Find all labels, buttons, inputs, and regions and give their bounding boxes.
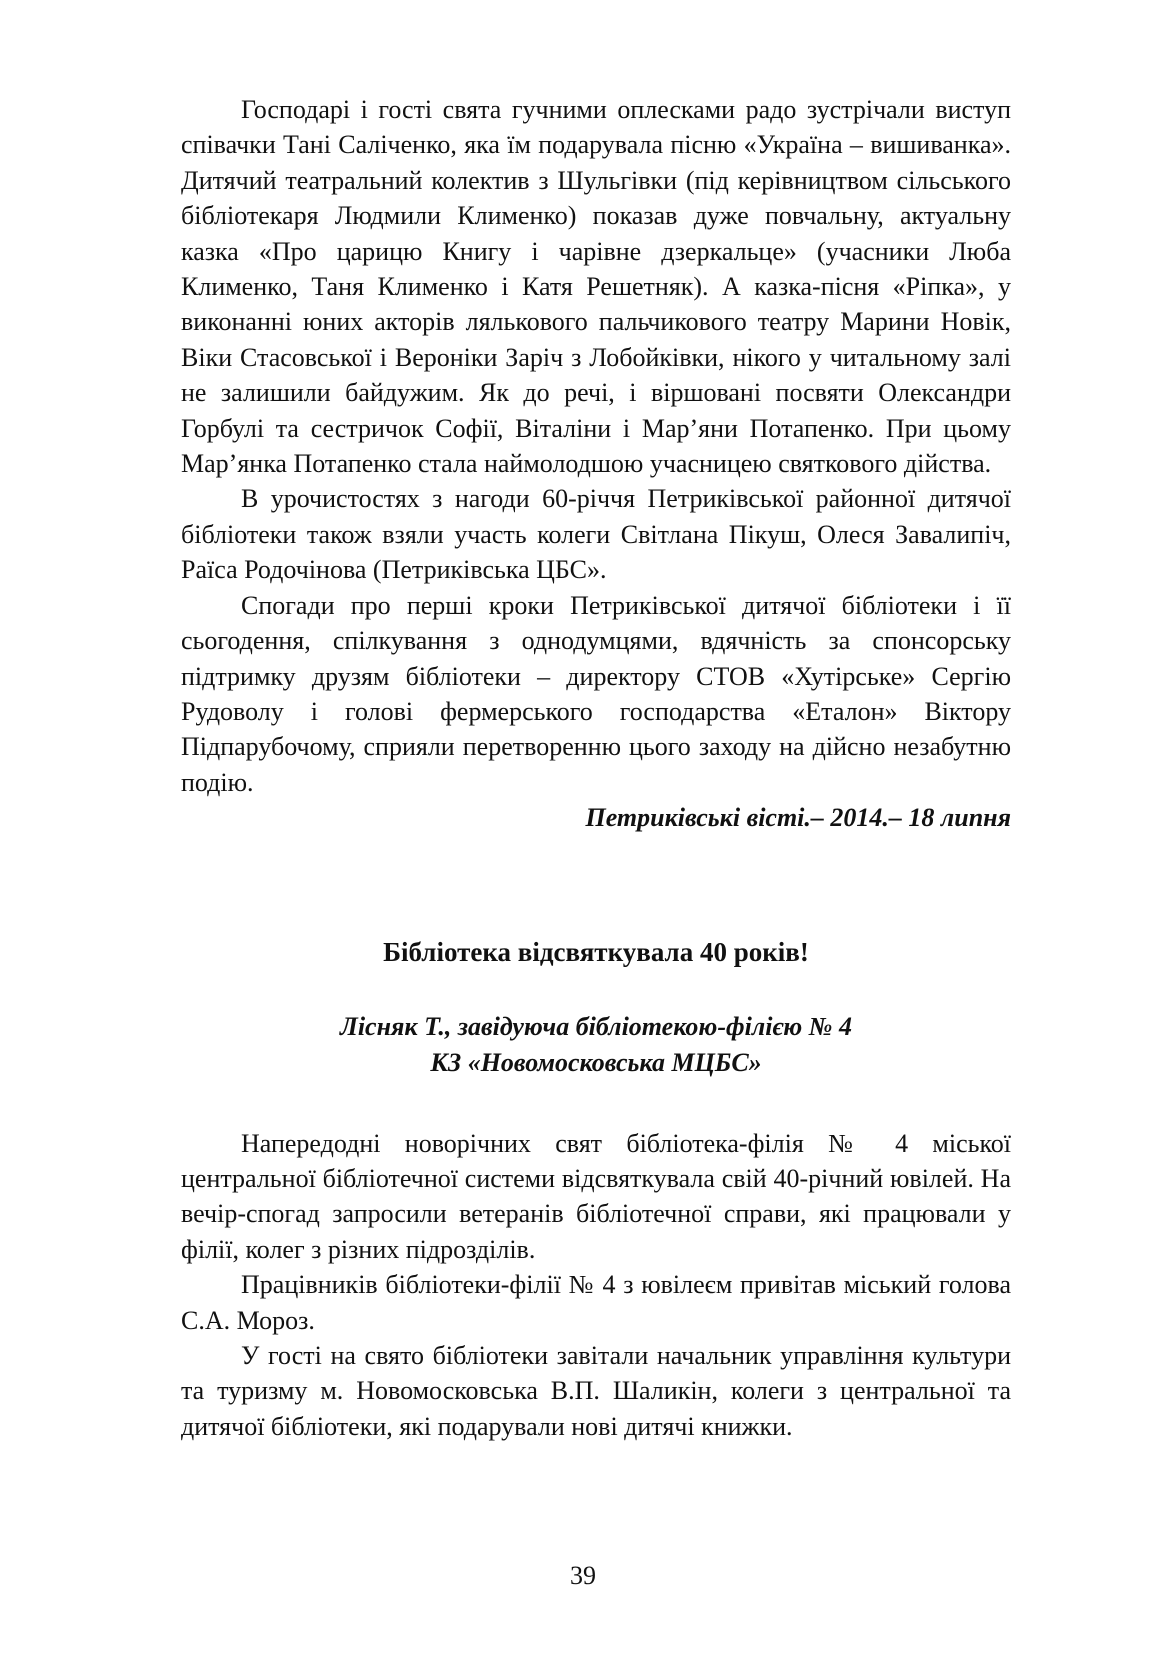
article-source: Петриківські вісті.– 2014.– 18 липня: [585, 803, 1011, 833]
page-number: 39: [570, 1561, 596, 1590]
body-paragraph: У гості на свято бібліотеки завітали начальник управління культури та туризму м. Новомосковська В.П. Шаликін, колеги з центральної та дитячої бібліотеки, які подарували нові дитячі книжки.: [181, 1340, 1011, 1441]
page-content: [181, 92, 1011, 1444]
body-paragraph: Господарі і гості свята гучними оплесками радо зустрічали виступ співачки Тані Саліченко, яка їм подарувала пісню «Україна – вишиванка». Дитячий театральний колектив з Шульгівки (під керівництвом сільського бібліотекаря Людмили Клименко) показав дуже повчальну, актуальну казка «Про царицю Книгу і чарівне дзеркальце» (учасники Люба Клименко, Таня Клименко і Катя Решетняк). А казка-пісня «Ріпка», у виконанні юних акторів лялькового пальчикового театру Марини Новік, Віки Стасовської і Вероніки Заріч з Лобойківки, нікого у читальному залі не залишили байдужим. Як до речі, і віршовані посвяти Олександри Горбулі та сестричок Софії, Віталіни і Мар’яни Потапенко. При цьому Мар’янка Потапенко стала наймолодшою учасницею святкового дійства.: [181, 95, 1011, 479]
article-body: [181, 1126, 1011, 1445]
article-title: Бібліотека відсвяткувала 40 років!: [383, 936, 809, 967]
author-line: Лісняк Т., завідуюча бібліотекою-філією № 4: [339, 1011, 852, 1041]
author-organization: КЗ «Новомосковська МЦБС»: [430, 1047, 762, 1077]
body-paragraph: Напередодні новорічних свят бібліотека-філія № 4 міської центральної бібліотечної системи відсвяткувала свій 40-річний ювілей. На вечір-спогад запросили ветеранів бібліотечної справи, які працювали у філії, колег з різних підрозділів.: [181, 1128, 1011, 1264]
body-paragraph: В урочистостях з нагоди 60-річчя Петриківської районної дитячої бібліотеки також взяли участь колеги Світлана Пікуш, Олеся Завалипіч, Раїса Родочінова (Петриківська ЦБС».: [181, 484, 1011, 585]
body-paragraph: Спогади про перші кроки Петриківської дитячої бібліотеки і її сьогодення, спілкування з однодумцями, вдячність за спонсорську підтримку друзям бібліотеки – директору СТОВ «Хутірське» Сергію Рудоволу і голові фермерського господарства «Еталон» Віктору Підпарубочому, сприяли перетворенню цього заходу на дійсно незабутню подію.: [181, 590, 1011, 797]
body-paragraph: Працівників бібліотеки-філії № 4 з ювілеєм привітав міський голова С.А. Мороз.: [181, 1270, 1011, 1335]
article-author: [181, 1009, 1011, 1081]
